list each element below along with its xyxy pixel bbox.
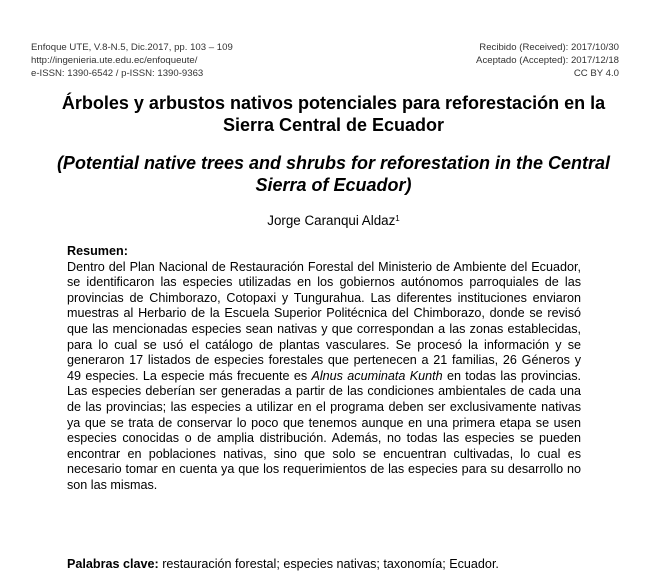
paper-title-spanish: [0, 92, 667, 136]
title-es-line-2: Sierra Central de Ecuador: [222, 115, 445, 135]
abstract-text-part-1: Dentro del Plan Nacional de Restauración Forestal del Ministerio de Ambiente del Ecuador, se identificaron las especies utilizadas en los gobiernos autónomos parroquiales de las provincias de Chimborazo, Cotopaxi y Tungurahua. Las diferentes instituciones enviaron muestras al Herbario de la Escuela Superior Politécnica del Chimborazo, donde se revisó que las mencionadas especies sean nativas y que correspondan a las zonas establecidas, para lo cual se usó el catálogo de plantas vasculares. Se procesó la información y se generaron 17 listados de especies forestales que pertenecen a 21 familias, 26 Géneros y 49 especies. La especie más frecuente es: [67, 259, 581, 383]
abstract-body: [67, 260, 581, 494]
keywords-label: Palabras clave:: [67, 557, 159, 571]
accepted-date: Aceptado (Accepted): 2017/12/18: [476, 55, 619, 66]
abstract-text-part-2: en todas las provincias. Las especies deberían ser generadas a partir de las condiciones ambientales de cada una de las provincias; las especies a utilizar en el programa deben ser exclusivamente nativas ya que se trata de conservar lo poco que tenemos aunque en una primera etapa se usen especies conocidas o de amplia distribución. Además, no todas las especies se pueden encontrar en poblaciones nativas, sino que solo se encuentran cultivadas, lo cual es necesario tomar en cuenta ya que los requerimientos de las especies para su desarrollo no son las mismas.: [67, 368, 582, 492]
species-name: Alnus acuminata Kunth: [311, 368, 443, 383]
author-line: [0, 213, 667, 229]
author-name: Jorge Caranqui Aldaz: [267, 213, 396, 228]
title-en-line-2: Sierra of Ecuador): [255, 175, 412, 195]
journal-header: [31, 41, 233, 80]
license: CC BY 4.0: [573, 68, 619, 79]
abstract-heading: Resumen:: [67, 244, 128, 258]
paper-title-english: [0, 152, 667, 196]
keywords-text: restauración forestal; especies nativas; taxonomía; Ecuador.: [162, 557, 499, 571]
affiliation-mark: 1: [395, 214, 400, 223]
journal-url: http://ingenieria.ute.edu.ec/enfoqueute/: [31, 55, 198, 66]
dates-header: [476, 41, 619, 80]
abstract: [67, 244, 581, 494]
keywords: [67, 557, 499, 573]
received-date: Recibido (Received): 2017/10/30: [479, 42, 619, 53]
title-es-line-1: Árboles y arbustos nativos potenciales para reforestación en la: [61, 93, 606, 113]
journal-issn: e-ISSN: 1390-6542 / p-ISSN: 1390-9363: [31, 68, 204, 79]
journal-citation: Enfoque UTE, V.8-N.5, Dic.2017, pp. 103 – 109: [31, 42, 233, 53]
title-en-line-1: (Potential native trees and shrubs for reforestation in the Central: [56, 153, 611, 173]
